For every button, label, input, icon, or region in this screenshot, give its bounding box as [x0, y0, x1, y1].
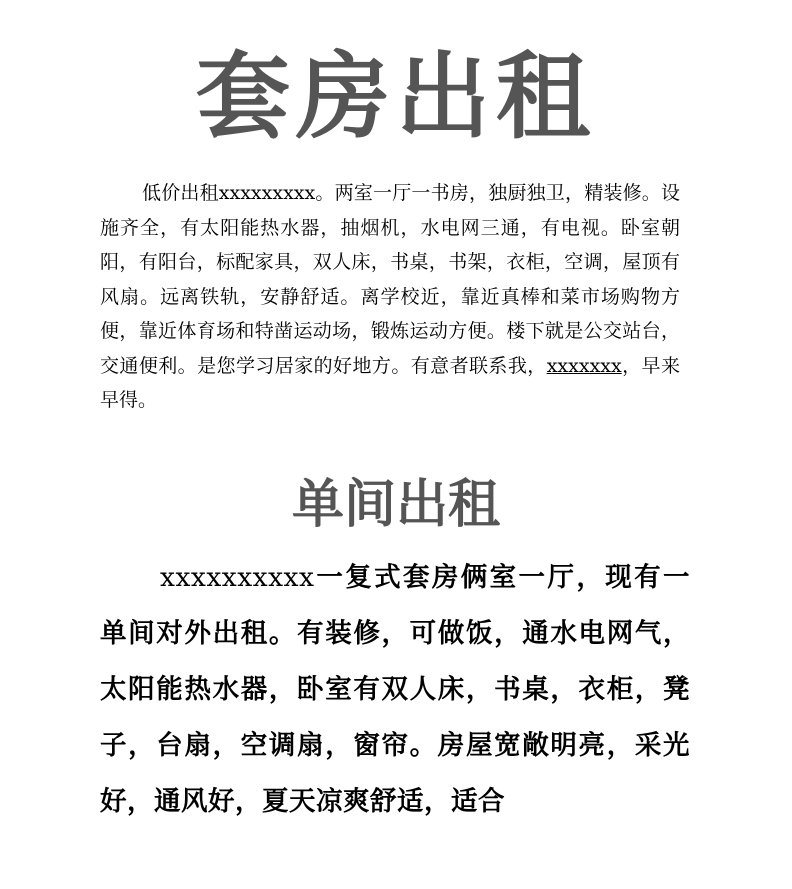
- contact-link-text: xxxxxxx: [546, 354, 622, 377]
- paragraph-lead: xxxxxxxxxx: [160, 562, 315, 593]
- paragraph-rental-suite: [100, 176, 680, 418]
- paragraph-text: 低价出租xxxxxxxxx。两室一厅一书房，独厨独卫，精装修。设施齐全，有太阳能热水器，抽烟机，水电网三通，有电视。卧室朝阳，有阳台，标配家具，双人床，书桌，书架，衣柜，空调，屋顶有风扇。远离铁轨，安静舒适。离学校近，靠近真棒和菜市场购物方便，靠近体育场和特凿运动场，锻炼运动方便。楼下就是公交站台，交通便利。是您学习居家的好地方。有意者联系我，: [100, 182, 680, 377]
- paragraph-text-end: ，早来早得。: [100, 354, 680, 411]
- paragraph-text: 一复式套房俩室一厅，现有一单间对外出租。有装修，可做饭，通水电网气，太阳能热水器，卧室有双人床，书桌，衣柜，凳子，台扇，空调扇，窗帘。房屋宽敞明亮，采光好，通风好，夏天凉爽舒适，适合: [100, 562, 690, 817]
- document-title: 套房出租: [195, 43, 596, 152]
- paragraph-single-room: [100, 550, 690, 830]
- document-subtitle: 单间出租: [291, 475, 500, 535]
